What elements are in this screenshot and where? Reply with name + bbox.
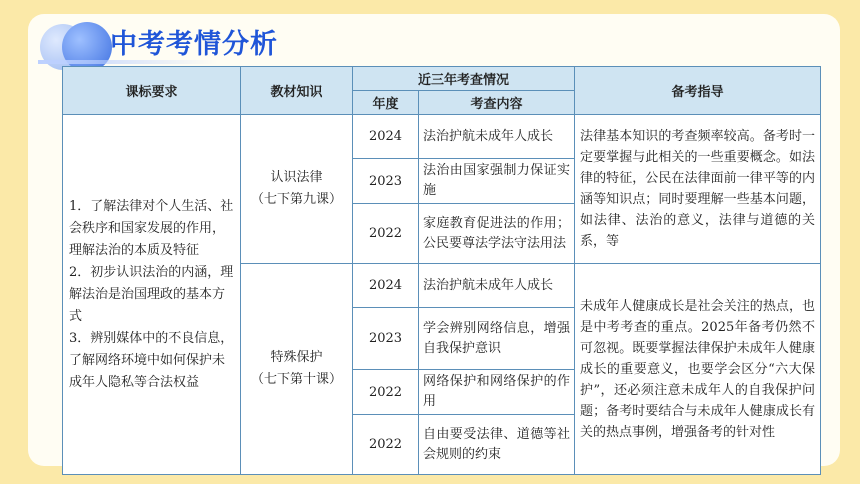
- page-title: 中考考情分析: [110, 29, 278, 60]
- header-recent: 近三年考查情况: [353, 67, 575, 91]
- content-cell: 学会辨别网络信息，增强自我保护意识: [419, 308, 575, 370]
- year-cell: 2024: [353, 264, 419, 308]
- year-cell: 2024: [353, 115, 419, 159]
- guide-cell: 法律基本知识的考查频率较高。备考时一定要掌握与此相关的一些重要概念。如法律的特征，公民在法律面前一律平等的内涵等知识点；同时要理解一些基本问题，如法律、法治的意义，法律与道德的关系，等: [575, 115, 821, 264]
- year-cell: 2022: [353, 415, 419, 475]
- header-guide: 备考指导: [575, 67, 821, 115]
- content-cell: 法治由国家强制力保证实施: [419, 159, 575, 204]
- header-knowledge: 教材知识: [241, 67, 353, 115]
- year-cell: 2023: [353, 308, 419, 370]
- content-cell: 自由要受法律、道德等社会规则的约束: [419, 415, 575, 475]
- knowledge-cell: [241, 264, 353, 475]
- table-row: [63, 115, 821, 159]
- content-cell: 法治护航未成年人成长: [419, 264, 575, 308]
- year-cell: 2022: [353, 204, 419, 264]
- knowledge-title: 认识法律: [270, 170, 323, 185]
- knowledge-lesson: （七下第十课）: [250, 372, 342, 387]
- content-cell: 家庭教育促进法的作用；公民要尊法学法守法用法: [419, 204, 575, 264]
- header-requirements: 课标要求: [63, 67, 241, 115]
- year-cell: 2023: [353, 159, 419, 204]
- content-cell: 网络保护和网络保护的作用: [419, 370, 575, 415]
- knowledge-lesson: （七下第九课）: [250, 192, 342, 207]
- content-cell: 法治护航未成年人成长: [419, 115, 575, 159]
- requirement-item: 1．了解法律对个人生活、社会秩序和国家发展的作用，理解法治的本质及特征: [69, 198, 234, 258]
- requirement-item: 3．辨别媒体中的不良信息，了解网络环境中如何保护未成年人隐私等合法权益: [69, 330, 234, 390]
- guide-cell: 未成年人健康成长是社会关注的热点，也是中考考查的重点。2025年备考仍然不可忽视。既要掌握法律保护未成年人健康成长的重要意义，也要学会区分“六大保护”，还必须注意未成年人的自我保护问题；备考时要结合与未成年人健康成长有关的热点事例，增强备考的针对性: [575, 264, 821, 475]
- header-year: 年度: [353, 91, 419, 115]
- analysis-table: [62, 66, 821, 475]
- requirements-cell: [63, 115, 241, 475]
- header-content: 考查内容: [419, 91, 575, 115]
- requirement-item: 2．初步认识法治的内涵，理解法治是治国理政的基本方式: [69, 264, 234, 324]
- knowledge-cell: [241, 115, 353, 264]
- year-cell: 2022: [353, 370, 419, 415]
- knowledge-title: 特殊保护: [270, 350, 323, 365]
